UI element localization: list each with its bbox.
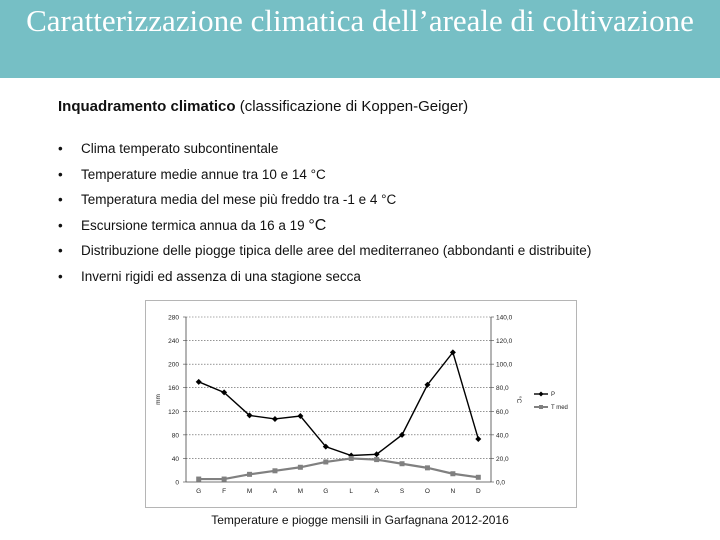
section-heading <box>58 98 468 115</box>
chart-svg <box>146 301 576 507</box>
x-tick-label: N <box>450 488 456 495</box>
bullet-marker: • <box>58 243 63 258</box>
slide-title: Caratterizzazione climatica dell’areale di coltivazione <box>26 3 694 38</box>
data-point-tmed <box>222 477 227 482</box>
bullet-item <box>58 166 698 192</box>
x-tick-label: G <box>323 488 329 495</box>
y-axis-right-title: °C <box>515 395 522 404</box>
slide-title-bar <box>0 0 720 78</box>
left-tick-label: 160 <box>168 385 179 393</box>
data-point-p <box>272 416 278 422</box>
x-tick-label: D <box>475 488 481 495</box>
left-tick-label: 0 <box>175 479 179 487</box>
bullet-item <box>58 242 698 268</box>
bullet-marker: • <box>58 268 63 284</box>
series-line-p <box>199 352 479 455</box>
data-point-tmed <box>476 475 481 480</box>
bullet-marker: • <box>58 192 63 207</box>
left-tick-label: 120 <box>168 408 179 416</box>
right-tick-label: 60,0 <box>496 408 509 416</box>
bullet-item <box>58 191 698 217</box>
left-tick-label: 200 <box>168 361 179 369</box>
right-tick-label: 20,0 <box>496 455 509 463</box>
x-tick-label: A <box>374 488 379 495</box>
right-tick-label: 140,0 <box>496 314 513 322</box>
left-tick-label: 240 <box>168 338 179 346</box>
bullet-marker: • <box>58 166 63 182</box>
data-point-tmed <box>450 471 455 476</box>
x-tick-label: O <box>424 488 430 495</box>
x-tick-label: M <box>246 488 253 495</box>
data-point-tmed <box>349 456 354 461</box>
right-tick-label: 40,0 <box>496 432 509 440</box>
left-tick-label: 80 <box>171 432 179 440</box>
series-line-t-med <box>199 458 479 479</box>
right-tick-label: 100,0 <box>496 361 513 369</box>
x-tick-label: S <box>399 488 405 495</box>
chart-caption: Temperature e piogge mensili in Garfagnana 2012-2016 <box>211 513 509 527</box>
bullet-unit: °C <box>308 216 327 234</box>
legend-label: T med <box>551 405 568 412</box>
bullet-marker: • <box>58 141 63 156</box>
data-point-tmed <box>272 468 277 473</box>
section-heading-rest: (classificazione di Koppen-Geiger) <box>235 98 469 115</box>
climate-chart <box>145 300 577 508</box>
bullet-text: Distribuzione delle piogge tipica delle aree del mediterraneo (abbondanti e distribuite) <box>81 243 592 258</box>
right-tick-label: 0,0 <box>496 479 506 487</box>
section-heading-bold: Inquadramento climatico <box>58 98 236 115</box>
x-tick-label: M <box>297 488 304 495</box>
bullet-item <box>58 268 698 294</box>
data-point-tmed <box>425 465 430 470</box>
legend-marker <box>539 392 544 397</box>
data-point-tmed <box>196 477 201 482</box>
left-tick-label: 40 <box>171 455 179 463</box>
x-tick-label: L <box>349 488 354 495</box>
bullet-text: Clima temperato subcontinentale <box>81 141 279 156</box>
right-tick-label: 120,0 <box>496 338 513 346</box>
bullet-list <box>58 140 698 293</box>
left-tick-label: 280 <box>168 314 179 322</box>
bullet-text: Temperature medie annue tra 10 e 14 °C <box>81 166 326 182</box>
data-point-tmed <box>323 459 328 464</box>
data-point-p <box>196 379 202 385</box>
y-axis-title: mm <box>155 394 162 405</box>
data-point-tmed <box>400 461 405 466</box>
data-point-tmed <box>298 465 303 470</box>
legend-label: P <box>551 392 556 399</box>
bullet-text: Escursione termica annua da 16 a 19 <box>81 217 309 233</box>
bullet-item <box>58 217 698 243</box>
data-point-tmed <box>247 472 252 477</box>
right-tick-label: 80,0 <box>496 385 509 393</box>
x-tick-label: F <box>222 488 227 495</box>
bullet-text: Temperatura media del mese più freddo tra -1 e 4 °C <box>81 192 397 207</box>
data-point-tmed <box>374 457 379 462</box>
bullet-text: Inverni rigidi ed assenza di una stagione secca <box>81 268 361 284</box>
x-tick-label: A <box>272 488 278 495</box>
x-tick-label: G <box>196 488 202 495</box>
data-point-p <box>475 436 481 442</box>
bullet-item <box>58 140 698 166</box>
bullet-marker: • <box>58 217 63 233</box>
legend-marker <box>539 405 543 409</box>
